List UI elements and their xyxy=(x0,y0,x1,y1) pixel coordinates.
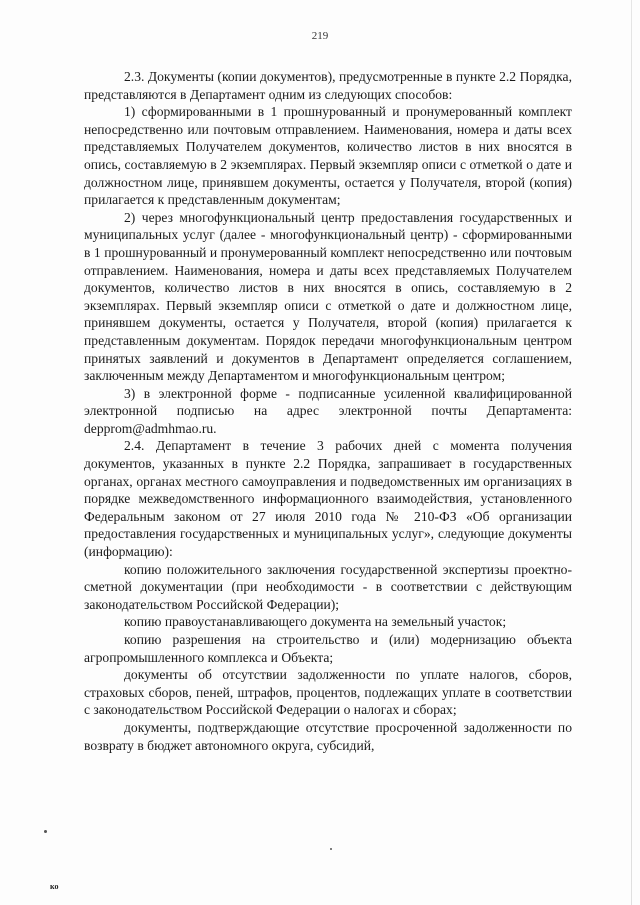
paragraph-method-2: 2) через многофункциональный центр предоставления государственных и муниципальных услуг (далее - многофункциональный центр) - сформированными в 1 прошнурованный и пронумерованный комплект непосредственно или почтовым отправлением. Наименования, номера и даты всех представляемых Получателем документов, количество листов в них вносятся в опись, составляемую в 2 экземплярах. Первый экземпляр описи с отметкой о дате и должностном лице, принявшем документы, остается у Получателя, второй (копия) прилагается к представленным документам. Порядок передачи многофункциональным центром принятых заявлений и документов в Департамент определяется соглашением, заключенным между Департаментом и многофункциональным центром; xyxy=(84,209,572,384)
paragraph-permit-copy: копию разрешения на строительство и (или) модернизацию объекта агропромышленного комплекса и Объекта; xyxy=(84,632,572,665)
paragraph-method-1: 1) сформированными в 1 прошнурованный и пронумерованный комплект непосредственно или почтовым отправлением. Наименования, номера и даты всех представляемых Получателем документов, количество листов в них вносятся в опись, составляемую в 2 экземплярах. Первый экземпляр описи с отметкой о дате и должностном лице, принявшем документы, остается у Получателя, второй (копия) прилагается к представленным документам; xyxy=(84,104,572,208)
paragraph-2-3: 2.3. Документы (копии документов), предусмотренные в пункте 2.2 Порядка, представляются в Департамент одним из следующих способов: xyxy=(84,69,572,102)
paragraph-2-4: 2.4. Департамент в течение 3 рабочих дней с момента получения документов, указанных в пункте 2.2 Порядка, запрашивает в государственных органах, органах местного самоуправления и подведомственных им организациях в порядке межведомственного информационного взаимодействия, установленного Федеральным законом от 27 июля 2010 года № 210-ФЗ «Об организации предоставления государственных и муниципальных услуг», следующие документы (информацию): xyxy=(84,438,572,560)
paragraph-tax-debt-docs: документы об отсутствии задолженности по уплате налогов, сборов, страховых сборов, пеней, штрафов, процентов, подлежащих уплате в соответствии с законодательством Российской Федерации о налогах и сборах; xyxy=(84,667,572,718)
footer-mark: ко xyxy=(50,882,59,891)
paragraph-land-title-copy: копию правоустанавливающего документа на земельный участок; xyxy=(124,614,507,630)
page-number: 219 xyxy=(311,30,329,42)
document-body xyxy=(84,68,572,754)
scan-speck xyxy=(330,848,332,850)
paragraph-overdue-debt-docs: документы, подтверждающие отсутствие просроченной задолженности по возврату в бюджет автономного округа, субсидий, xyxy=(84,719,572,753)
paragraph-expertise-copy: копию положительного заключения государственной экспертизы проектно-сметной документации (при необходимости - в соответствии с действующим законодательством Российской Федерации); xyxy=(84,561,572,612)
paragraph-method-3: 3) в электронной форме - подписанные усиленной квалифицированной электронной подписью на адрес электронной почты Департамента: depprom@admhmao.ru. xyxy=(84,385,572,436)
scan-edge-shadow xyxy=(631,0,632,905)
scan-speck xyxy=(44,830,47,833)
